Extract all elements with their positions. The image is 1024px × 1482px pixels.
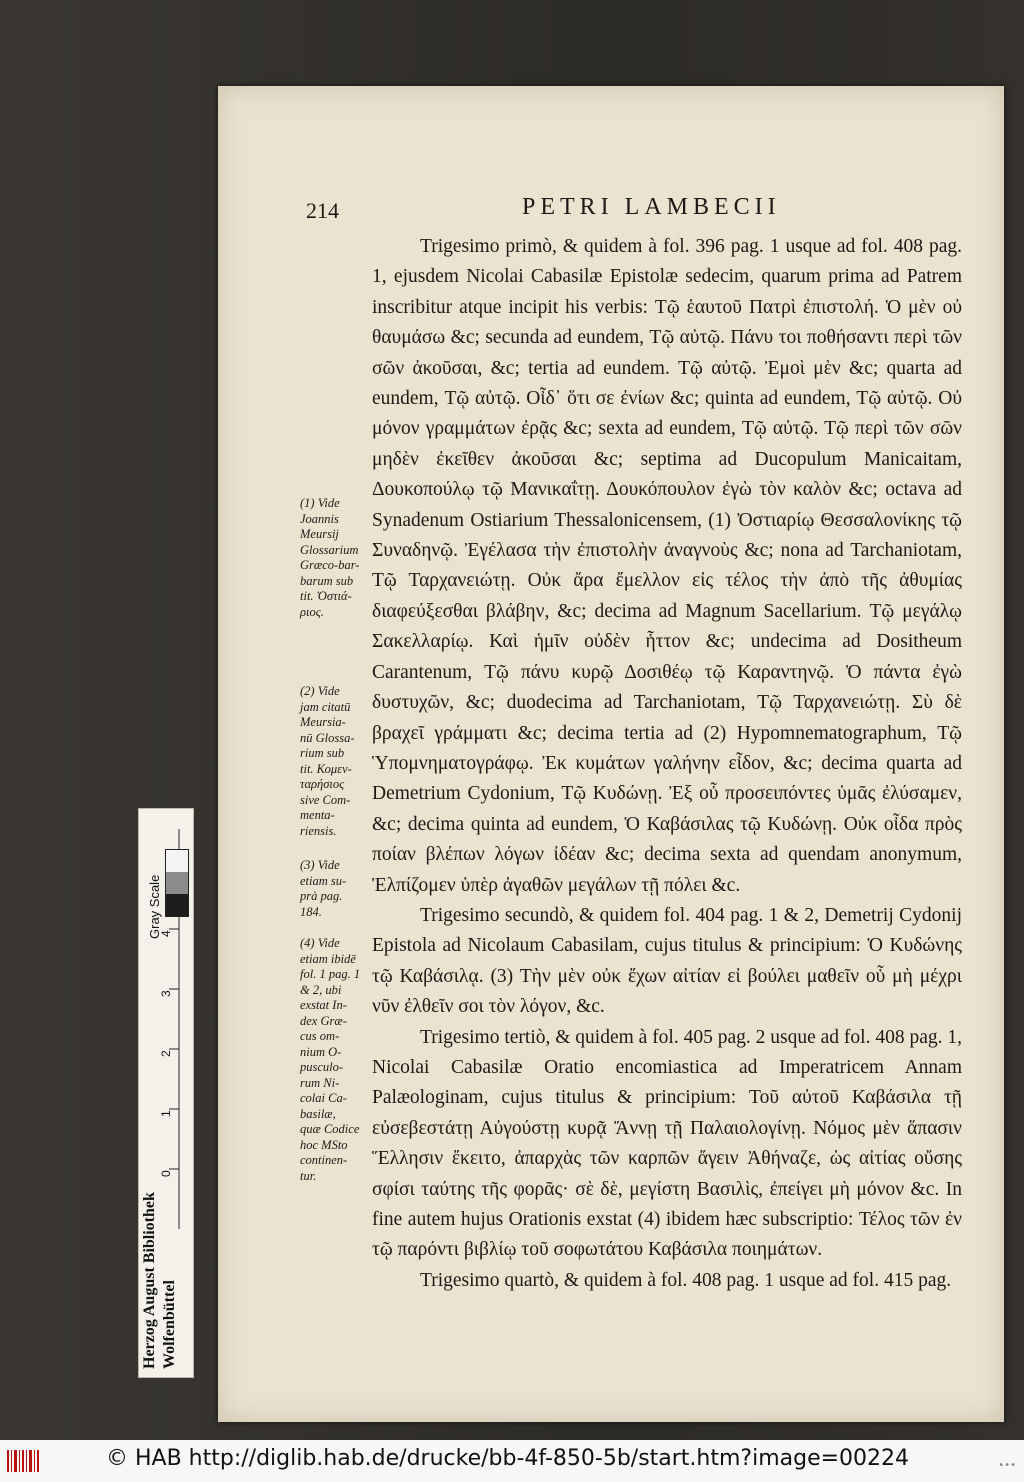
body-text: [372, 232, 962, 1296]
page-header: [306, 194, 996, 224]
footer-copyright-link[interactable]: © HAB http://diglib.hab.de/drucke/bb-4f-850-5b/start.htm?image=00224: [106, 1446, 910, 1471]
footer-dots: •••: [998, 1460, 1016, 1471]
marginal-note-text: (3) Vide etiam su- prà pag. 184.: [300, 858, 347, 919]
marginal-note-2: [300, 684, 372, 839]
ruler-label-city: Wolfenbüttel: [161, 1280, 178, 1369]
ruler-number-0: 0: [159, 1170, 173, 1177]
ruler-number-3: 3: [159, 990, 173, 997]
barcode-icon: [6, 1448, 40, 1474]
color-ruler: [138, 808, 194, 1378]
marginal-note-text: (1) Vide Joannis Meursij Glossarium Græco-bar- barum sub tit. Ὀστιά- ριος.: [300, 496, 360, 619]
ruler-label-library: Herzog August Bibliothek: [141, 1192, 158, 1369]
marginal-note-4: [300, 936, 372, 1184]
paragraph-trigesimo-secundo: Trigesimo secundò, & quidem fol. 404 pag. 1 & 2, Demetrij Cydonij Epistola ad Nicolaum Cabasilam, cujus titulus & principium: Ὁ Κυδώνης τῷ Καβάσιλᾳ. (3) Τὴν μὲν οὐκ ἔχων αἰτίαν εἰ βούλει μαθεῖν οὗ μὴ μέχρι νῦν ἐλθεῖν σοι τὸν λόγον, &c.: [372, 904, 962, 1018]
running-title: PETRI LAMBECII: [522, 194, 781, 220]
page-number: 214: [306, 198, 339, 223]
marginal-note-text: (2) Vide jam citatū Meursia- nū Glossa- rium sub tit. Κομεν- ταρήσιος sive Com- menta- riensis.: [300, 684, 355, 838]
marginal-note-text: (4) Vide etiam ibidē fol. 1 pag. 1 & 2, ubi exstat In- dex Græ- cus om- nium O- pusculo- rum Ni- colai Ca- basilæ, quæ Codice hoc MSto continen- tur.: [300, 936, 361, 1183]
paragraph-trigesimo-tertio: Trigesimo tertiò, & quidem à fol. 405 pag. 2 usque ad fol. 408 pag. 1, Nicolai Cabasilæ Oratio encomiastica ad Imperatricem Annam Palæologinam, cujus titulus & principium: Τοῦ αὐτοῦ Καβάσιλα τῇ εὐσεβεστάτῃ Αὐγούστῃ κυρᾷ Ἄννῃ τῇ Παλαιολογίνῃ. Νόμος μὲν ἅπασιν Ἕλλησιν ἔκειτο, ἀπαρχὰς τῶν καρπῶν ἄγειν Ἀθήναζε, ὡς αἰτίας οὔσης σφίσι ταύτης τῆς φορᾶς· σὲ δὲ, μεγίστη Βασιλὶς, ἐπείγει μὴ μόνον &c. In fine autem hujus Orationis exstat (4) ibidem hæc subscriptio: Τέλος τῶν ἐν τῷ παρόντι βιβλίῳ τοῦ σοφωτάτου Καβάσιλα ποιημάτων.: [372, 1026, 962, 1261]
ruler-number-2: 2: [159, 1050, 173, 1057]
paragraph-trigesimo-quarto: Trigesimo quartò, & quidem à fol. 408 pag. 1 usque ad fol. 415 pag.: [420, 1269, 952, 1291]
footer-bar: [0, 1440, 1024, 1482]
gray-scale-label: Gray Scale: [147, 874, 162, 939]
paragraph-trigesimo-primo: Trigesimo primò, & quidem à fol. 396 pag. 1 usque ad fol. 408 pag. 1, ejusdem Nicolai Cabasilæ Epistolæ sedecim, quarum prima ad Patrem inscribitur atque incipit his verbis: Τῷ ἑαυτοῦ Πατρὶ ἐπιστολή. Ὁ μὲν οὐ θαυμάσω &c; secunda ad eundem, Τῷ αὐτῷ. Πάνυ τοι ποθήσαντι περὶ τῶν σῶν ἀκοῦσαι, &c; tertia ad eundem. Τῷ αὐτῷ. Ἐμοὶ μὲν &c; quarta ad eundem, Τῷ αὐτῷ. Οἶδ᾽ ὅτι σε ἐνίων &c; quinta ad eundem, Τῷ αὐτῷ. Οὐ μόνον γραμμάτων ἐρᾷς &c; sexta ad eundem, Τῷ αὐτῷ. Τῷ περὶ τῶν σῶν μηδὲν ἐκεῖθεν ἀκοῦσαι &c; septima ad Ducopulum Manicaitam, Δουκοπούλῳ τῷ Μανικαΐτῃ. Δουκόπουλον ἐγὼ τὸν καλὸν &c; octava ad Synadenum Ostiarium Thessalonicensem, (1) Ὀστιαρίῳ Θεσσαλονίκης τῷ Συναδηνῷ. Ἐγέλασα τὴν ἐπιστολὴν ἀναγνοὺς &c; nona ad Tarchaniotam, Τῷ Ταρχανειώτῃ. Οὐκ ἄρα ἔμελλον εἰς τέλος τὴν ἀπὸ τῆς ἀθυμίας διαφεύξεσθαι βλάβην, &c; decima ad Magnum Sacellarium. Τῷ μεγάλῳ Σακελλαρίῳ. Καὶ ἡμῖν οὐδὲν ἧττον &c; undecima ad Dositheum Carantenum, Τῷ πάνυ κυρῷ Δοσιθέῳ τῷ Καραντηνῷ. Ὁ πάντα ἐγὼ δυστυχῶν, &c; duodecima ad Tarchaniotam, Τῷ Ταρχανειώτῃ. Σὺ δὲ βραχεῖ γράμματι &c; decima tertia ad (2) Hypomnematographum, Τῷ Ὑπομνηματογράφῳ. Ἐκ κυμάτων γαλήνην εἶδον, &c; decima quarta ad Demetrium Cydonium, Τῷ Κυδώνῃ. Ἐξ οὗ προσειπόντες ὑμᾶς ἐλύσαμεν, &c; decima quinta ad eundem, Ὁ Καβάσιλας τῷ Κυδώνῃ. Οὐκ οἶδα πρὸς ποίαν βλέπων λόγων ἰδέαν &c; decima sexta ad quendam anonymum, Ἐλπίζομεν ὑπὲρ ἀγαθῶν μεγάλων τῇ πόλει &c.: [372, 236, 962, 896]
marginal-note-1: [300, 496, 372, 620]
gray-scale-swatches: [165, 849, 189, 917]
ruler-number-4: 4: [159, 930, 173, 937]
book-page: [218, 86, 1004, 1422]
ruler-number-1: 1: [159, 1110, 173, 1117]
marginal-note-3: [300, 858, 372, 920]
